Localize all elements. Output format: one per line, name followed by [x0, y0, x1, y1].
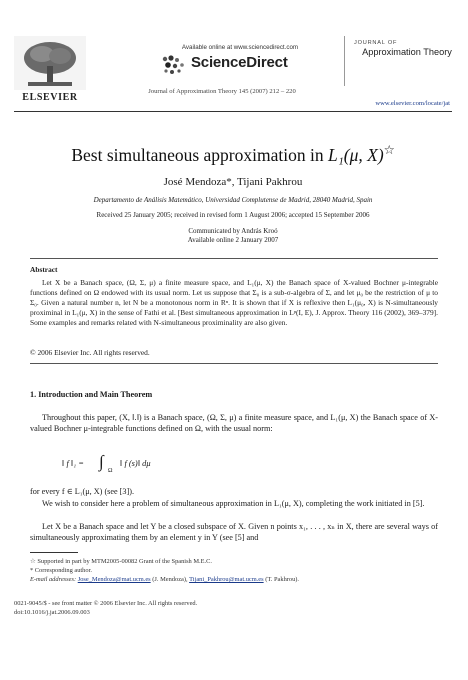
abstract-body	[30, 278, 438, 328]
abstract-top-rule	[30, 258, 438, 259]
doi-link[interactable]: doi:10.1016/j.jat.2006.09.003	[14, 609, 90, 616]
available-online-text: Available online at www.sciencedirect.com	[181, 44, 299, 51]
available-online-date: Available online 2 January 2007	[187, 236, 279, 244]
equation-subscript: Ω	[108, 468, 113, 474]
abstract-bottom-rule	[30, 363, 438, 364]
issn-line: 0021-9045/$ - see front matter © 2006 Elsevier Inc. All rights reserved.	[14, 600, 198, 607]
header-divider	[14, 111, 452, 112]
email-link-mendoza[interactable]: Jose_Mendoza@mat.ucm.es	[77, 576, 151, 583]
for-every-line: for every f ∈ L₁(μ, X) (see [3]).	[30, 487, 135, 496]
section-heading: 1. Introduction and Main Theorem	[30, 390, 153, 399]
paragraph-text: We wish to consider here a problem of simultaneous approximation in L₁(μ, X), completing the work initiated in [5].	[42, 499, 425, 508]
article-title	[14, 143, 452, 166]
email-name-pakhrou: (T. Pakhrou).	[265, 576, 300, 583]
publisher-name: ELSEVIER	[22, 92, 78, 103]
abstract-paragraph: Let X be a Banach space, (Ω, Σ, μ) a finite measure space, and L₁(μ, X) the Banach space of X-valued Bochner μ-integrable functions defined on Ω endowed with its usual norm. Let us suppose that Σ₀ is a sub-σ-algebra of Σ, and let μ₀ be the restriction of μ to Σ₀. Given a natural number n, let N be a monotonous norm in Rⁿ. It is shown that if X is reflexive then L₁(μ₀, X) is N-simultaneously proximinal in L₁(μ, X) in the sense of Fathi et al. [Best simultaneous approximation in Lᵖ(I, E), J. Approx. Theory 116 (2002), 369–379]. Some examples and remarks related with N-simultaneous proximinality are also given.	[30, 278, 438, 327]
footnote-emails	[30, 576, 299, 583]
intro-paragraph-3	[30, 521, 438, 543]
email-link-pakhrou[interactable]: Tijani_Pakhrou@mat.ucm.es	[189, 576, 264, 583]
journal-logo-prefix: JOURNAL OF	[354, 40, 398, 46]
sciencedirect-wordmark: ScienceDirect	[191, 54, 288, 71]
email-label: E-mail addresses:	[30, 576, 77, 583]
elsevier-tree-logo	[14, 36, 86, 90]
equation-lhs: ‖ f ‖₁ =	[62, 459, 84, 468]
footnote-corresponding: * Corresponding author.	[30, 567, 92, 574]
intro-paragraph-2	[30, 498, 438, 509]
footnote-grant: ☆ Supported in part by MTM2005-00082 Grant of the Spanish M.E.C.	[30, 558, 212, 565]
paragraph-text: Let X be a Banach space and let Y be a closed subspace of X. Given n points x₁, . . . , xₙ in X, there are several ways of simultaneously approximating them by an element y in Y (see [5] and	[30, 522, 438, 543]
communicated-by: Communicated by András Kroó	[188, 227, 278, 235]
abstract-heading: Abstract	[30, 265, 58, 274]
title-footnote-mark[interactable]: ☆	[383, 143, 395, 157]
title-text: Best simultaneous approximation in	[71, 144, 324, 165]
affiliation: Departamento de Análisis Matemático, Universidad Complutense de Madrid, 28040 Madrid, Spain	[93, 196, 373, 204]
sciencedirect-dots-icon	[160, 54, 188, 76]
article-dates: Received 25 January 2005; received in revised form 1 August 2006; accepted 15 September 2006	[96, 211, 370, 219]
email-name-mendoza: (J. Mendoza),	[152, 576, 188, 583]
footnote-rule	[30, 552, 78, 553]
integral-sign-icon: ∫	[99, 452, 104, 471]
journal-logo-name: Approximation Theory	[362, 47, 452, 57]
journal-citation: Journal of Approximation Theory 145 (2007) 212 – 220	[148, 88, 296, 95]
intro-paragraph-1	[30, 412, 438, 434]
paragraph-text: Throughout this paper, (X, ‖.‖) is a Banach space, (Ω, Σ, μ) a finite measure space, and L₁(μ, X) the Banach space of X-valued Bochner μ-integrable functions defined on Ω, with the usual norm:	[30, 413, 438, 434]
title-math: L₁(μ, X)	[327, 144, 384, 165]
abstract-copyright: © 2006 Elsevier Inc. All rights reserved.	[30, 348, 150, 357]
authors[interactable]: José Mendoza*, Tijani Pakhrou	[163, 176, 303, 188]
journal-url-link[interactable]: www.elsevier.com/locate/jat	[375, 100, 450, 107]
equation-rhs: ‖ f (s)‖ dμ	[120, 459, 151, 468]
